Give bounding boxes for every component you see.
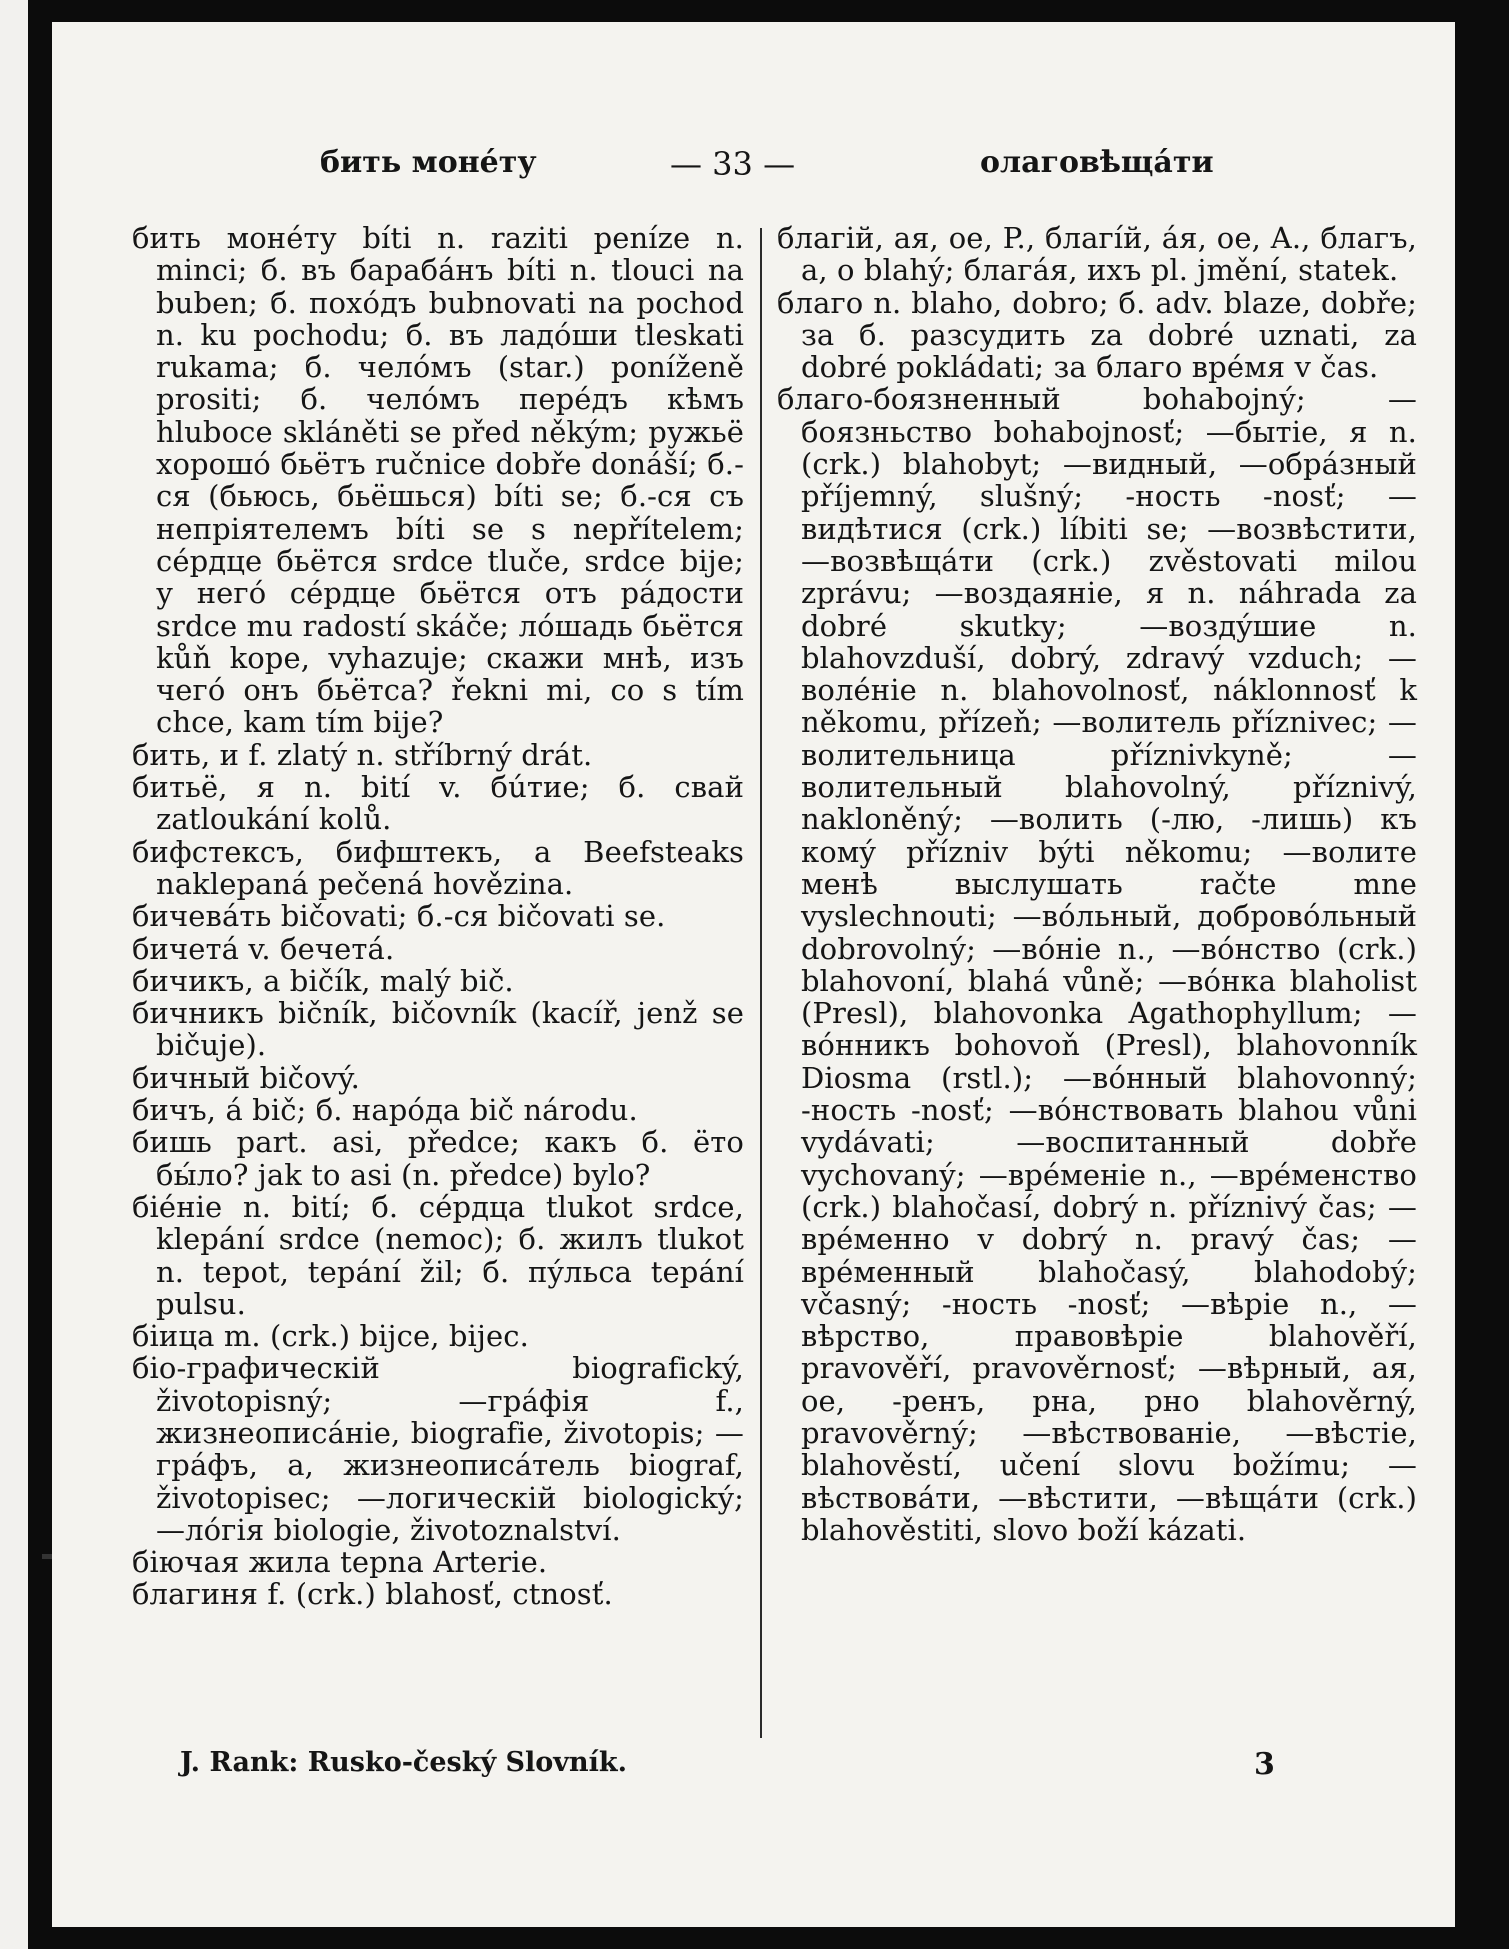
entry: бичетá v. бечетá.: [132, 931, 395, 966]
entry: благиня f. (crk.) blahosť, ctnosť.: [132, 1577, 613, 1612]
signature-mark: 3: [1254, 1747, 1275, 1782]
page-number-header: — 33 —: [670, 145, 796, 183]
entry: благо n. blaho, dobro; б. adv. blaze, dobře; за б. разсудить za dobré uznati, za dobré pokládati; за благо врéмя v čas.: [777, 285, 1417, 385]
entry: бить монéту bíti n. raziti peníze n. minci; б. въ барабáнъ bíti n. tlouci na buben; б. похóдъ bubnovati na pochod n. ku pochodu; б. въ ладóши tleskati rukama; б. челóмъ (star.) poníženě prositi; б. челóмъ перéдъ кѣмъ hluboce skláněti se před někým; ружьë хорошó бьëтъ ručnice dobře donáší; б.-ся (бьюсь, бьëшься) bíti se; б.-ся съ непріятелемъ bíti se s nepřítelem; сéрдце бьëтся srdce tluče, srdce bije; у негó сéрдце бьëтся отъ рáдости srdce mu radostí skáče; лóшадь бьëтся kůň kope, vyhazuje; скажи мнѣ, изъ чегó онъ бьëтса? řekni mi, co s tím chce, kam tím bije?: [132, 221, 744, 740]
adjacent-page-edge: [0, 0, 28, 1949]
dictionary-page: [52, 22, 1455, 1927]
header-left-word: бить монéту: [320, 145, 537, 180]
entry: біо-графическій biografický, životopisný; —грáфія f., жизнеописáніе, biografie, životopis; —грáфъ, a, жизнеописáтель biograf, životopisec; —логическій biologický; —лóгія biologie, životoznalství.: [132, 1351, 744, 1547]
left-column: [132, 222, 744, 1611]
entry: бичный bičový.: [132, 1060, 360, 1095]
entry: біица m. (crk.) bijce, bijec.: [132, 1319, 529, 1354]
entry: бичикъ, a bičík, malý bič.: [132, 963, 514, 998]
entry: бичникъ bičník, bičovník (kacíř, jenž se bičuje).: [132, 996, 744, 1063]
header-right-word: олаговѣщáти: [980, 145, 1214, 180]
entry: бифстексъ, бифштекъ, a Beefsteaks naklepaná pečená hovězina.: [132, 834, 744, 901]
entry: бичъ, á bič; б. нарóда bič národu.: [132, 1093, 638, 1128]
entry: бичевáть bičovati; б.-ся bičovati se.: [132, 899, 666, 934]
entry: благій, ая, ое, P., благíй, áя, ое, A., благъ, а, о blahý; благáя, ихъ pl. jmění, statek.: [777, 221, 1417, 288]
running-header: [52, 145, 1455, 185]
entry: біючая жила tepna Arterie.: [132, 1545, 548, 1580]
entry: благо-боязненный bohabojný; —боязньство bohabojnosť; —бытіе, я n. (crk.) blahobyt; —видный, —обрáзный příjemný, slušný; -ность -nosť; —видѣтися (crk.) líbiti se; —возвѣстити, —возвѣщáти (crk.) zvěstovati milou zprávu; —воздаяніе, я n. náhrada za dobré skutky; —воздýшие n. blahovzduší, dobrý, zdravý vzduch; —волéніе n. blahovolnosť, náklonnosť k někomu, přízeň; —волитель příznivec; —волительница příznivkyně; —волительный blahovolný, příznivý, nakloněný; —волить (-лю, -лишь) къ комý přízniv býti někomu; —волите менѣ выслушать račte mne vyslechnouti; —вóльный, добровóльный dobrovolný; —вóніе n., —вóнство (crk.) blahovoní, blahá vůně; —вóнка blaholist (Presl), blahovonka Agathophyllum; —вóнникъ bohovoň (Presl), blahovonník Diosma (rstl.); —вóнный blahovonný; -ность -nosť; —вóнствовать blahou vůni vydávati; —воспитанный dobře vychovaný; —врéменіе n., —врéменство (crk.) blahočasí, dobrý n. příznivý čas; —врéменно v dobrý n. pravý čas; —врéменный blahočasý, blahodobý; včasný; -ность -nosť; —вѣріе n., —вѣрство, правовѣріе blahověří, pravověří, pravověrnosť; —вѣрный, ая, ое, -ренъ, рна, рно blahověrný, pravověrný; —вѣствованіе, —вѣстіе, blahověstí, učení slovu božímu; —вѣствовáти, —вѣстити, —вѣщáти (crk.) blahověstiti, slovo boží kázati.: [777, 382, 1417, 1547]
right-column: [777, 222, 1417, 1546]
column-divider: [760, 228, 762, 1738]
footer-imprint: J. Rank: Rusko-český Slovník.: [180, 1747, 627, 1778]
entry: бить, и f. zlatý n. stříbrný drát.: [132, 737, 593, 772]
entry: біéніе n. bití; б. сéрдца tlukot srdce, klepání srdce (nemoc); б. жилъ tlukot n. tepot, tepání žil; б. пýльса tepání pulsu.: [132, 1189, 744, 1321]
entry: битьë, я n. bití v. бúтие; б. свай zatloukání kolů.: [132, 770, 744, 837]
entry: бишь part. asi, předce; какъ б. ëто бы́ло? jak to asi (n. předce) bylo?: [132, 1125, 744, 1192]
